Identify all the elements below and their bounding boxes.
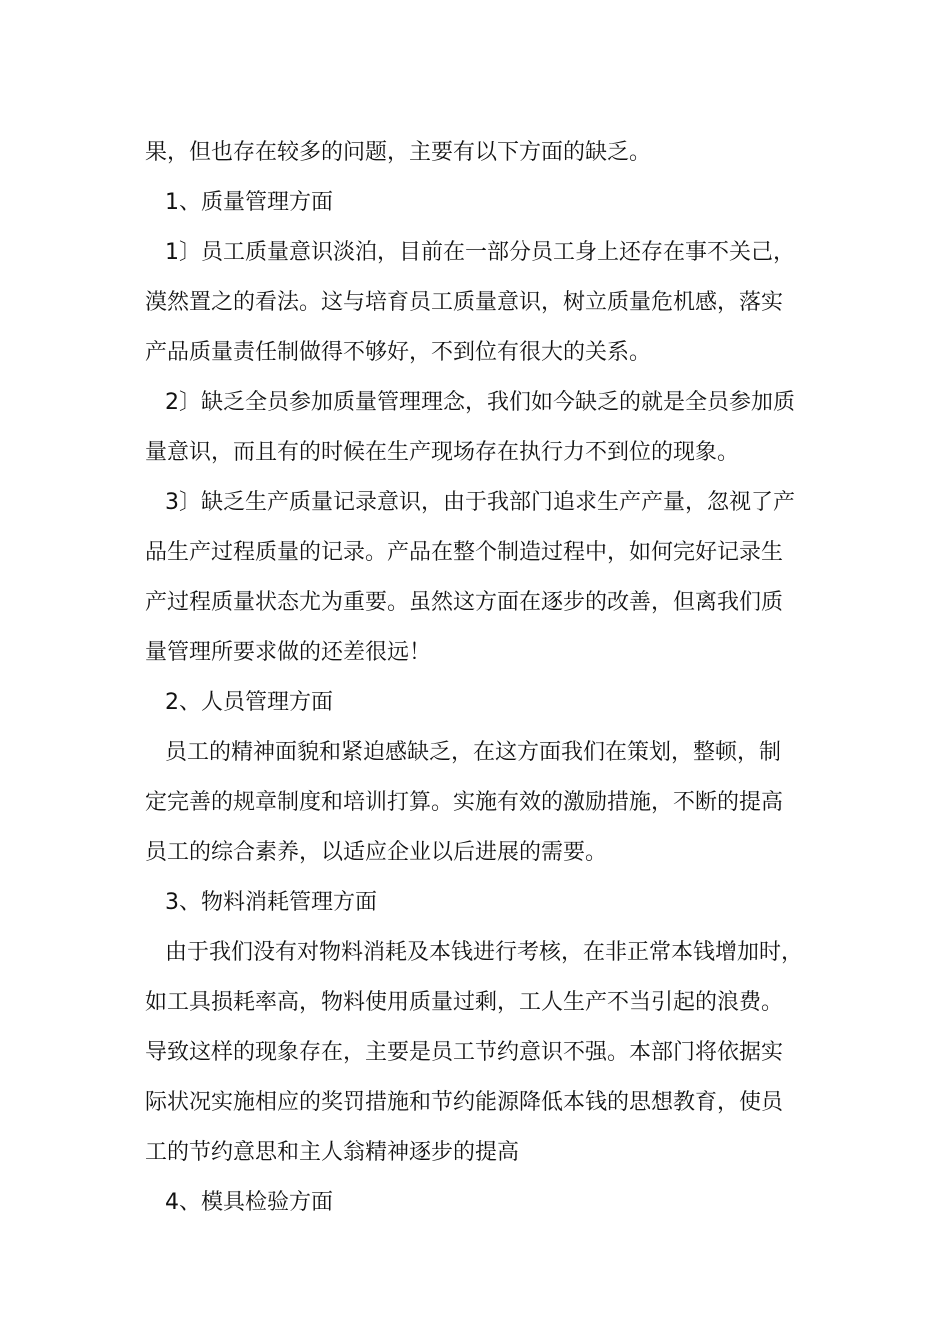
section-heading-material: 3、物料消耗管理方面 <box>165 890 377 915</box>
text-line: 际状况实施相应的奖罚措施和节约能源降低本钱的思想教育，使员 <box>145 1090 784 1115</box>
document-page <box>145 128 835 1228</box>
text-line: 量管理所要求做的还差很远！ <box>145 640 432 665</box>
text-line: 2〕缺乏全员参加质量管理理念，我们如今缺乏的就是全员参加质 <box>165 390 795 415</box>
section-heading-personnel: 2、人员管理方面 <box>165 690 333 715</box>
text-line: 果，但也存在较多的问题，主要有以下方面的缺乏。 <box>145 140 652 165</box>
text-line: 产品质量责任制做得不够好，不到位有很大的关系。 <box>145 340 652 365</box>
text-line: 员工的综合素养，以适应企业以后进展的需要。 <box>145 840 608 865</box>
section-heading-quality: 1、质量管理方面 <box>165 190 333 215</box>
text-line: 工的节约意思和主人翁精神逐步的提高 <box>145 1140 520 1165</box>
section-heading-mold: 4、模具检验方面 <box>165 1190 333 1215</box>
text-line: 如工具损耗率高，物料使用质量过剩，工人生产不当引起的浪费。 <box>145 990 784 1015</box>
text-line: 品生产过程质量的记录。产品在整个制造过程中，如何完好记录生 <box>145 540 784 565</box>
text-line: 产过程质量状态尤为重要。虽然这方面在逐步的改善，但离我们质 <box>145 590 784 615</box>
text-line: 漠然置之的看法。这与培育员工质量意识，树立质量危机感，落实 <box>145 290 784 315</box>
text-line: 定完善的规章制度和培训打算。实施有效的激励措施，不断的提高 <box>145 790 784 815</box>
text-line: 1〕员工质量意识淡泊，目前在一部分员工身上还存在事不关己， <box>165 240 795 265</box>
text-line: 量意识，而且有的时候在生产现场存在执行力不到位的现象。 <box>145 440 740 465</box>
text-line: 3〕缺乏生产质量记录意识，由于我部门追求生产产量，忽视了产 <box>165 490 795 515</box>
text-line: 导致这样的现象存在，主要是员工节约意识不强。本部门将依据实 <box>145 1040 784 1065</box>
text-line: 由于我们没有对物料消耗及本钱进行考核，在非正常本钱增加时， <box>165 940 804 965</box>
text-line: 员工的精神面貌和紧迫感缺乏，在这方面我们在策划，整顿，制 <box>165 740 782 765</box>
